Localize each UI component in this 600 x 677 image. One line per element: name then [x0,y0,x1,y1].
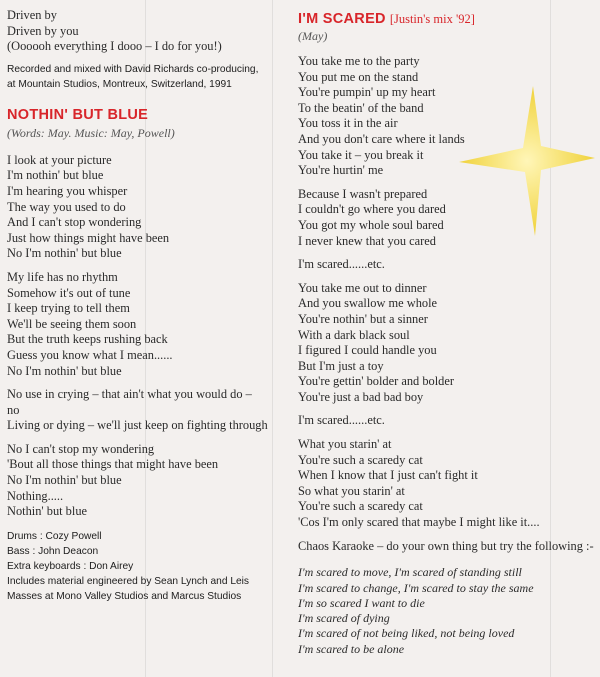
lyric-line: You take me out to dinner [298,280,427,295]
verse [298,257,594,273]
lyric-line: Just how things might have been [7,230,170,245]
lyric-line: You're such a scaredy cat [298,452,423,467]
lyric-line: Driven by [7,8,57,22]
lyric-line: I'm scared......etc. [298,257,385,272]
lyric-line: Somehow it's out of tune [7,285,131,300]
credit-line: Drums : Cozy Powell [7,530,102,542]
song-credits: (Words: May. Music: May, Powell) [7,125,175,140]
lyric-line: You're gettin' bolder and bolder [298,374,454,389]
lyric-line: I'm scared of not being liked, not being loved [298,626,515,641]
lyric-line: You're such a scaredy cat [298,499,423,514]
lyric-line: I'm scared to be alone [298,641,405,656]
lyric-line: I'm nothin' but blue [7,168,104,183]
lyric-line: You take me to the party [298,54,420,68]
song-mix: [Justin's mix '92] [389,12,475,26]
song-title: NOTHIN' BUT BLUE [7,106,149,123]
verse [298,539,594,555]
verse [298,437,594,531]
song-credits: (May) [298,29,328,43]
lyric-line: Nothing..... [7,488,64,503]
intro-lyrics [7,8,275,55]
lyric-line: I couldn't go where you dared [298,202,446,217]
lyric-line: You're nothin' but a sinner [298,311,428,326]
credit-line: Bass : John Deacon [7,545,99,557]
lyric-line: I figured I could handle you [298,343,437,358]
lyric-line: You're hurtin' me [298,163,384,178]
lyric-line: You're pumpin' up my heart [298,85,436,100]
lyric-line: Driven by you [7,23,79,38]
lyric-line: With a dark black soul [298,327,410,342]
verse [298,281,594,406]
lyric-line: You're just a bad bad boy [298,389,424,404]
song-heading [298,10,594,28]
lyric-line: Guess you know what I mean...... [7,347,173,362]
lyric-line: Nothin' but blue [7,504,88,519]
lyric-line: What you starin' at [298,437,392,452]
lyric-line: And I can't stop wondering [7,215,142,230]
lyric-line: I'm scared to move, I'm scared of standing still [298,565,522,580]
lyric-line: You put me on the stand [298,69,419,84]
lyric-line: You take it – you break it [298,147,424,162]
lyric-line: I'm so scared I want to die [298,595,425,610]
lyric-line: 'Cos I'm only scared that maybe I might like it.... [298,515,540,530]
lyric-line: I'm hearing you whisper [7,183,128,198]
lyric-line: You got my whole soul bared [298,217,444,232]
verse [298,54,594,179]
lyric-line: My life has no rhythm [7,269,118,284]
recording-credits [7,62,275,92]
lyric-line: I never knew that you cared [298,233,436,248]
lyric-line: Chaos Karaoke – do your own thing but try the following :- [298,538,594,553]
lyric-line: And you don't care where it lands [298,131,465,146]
lyric-line: 'Bout all those things that might have been [7,457,219,472]
lyric-line: no [7,402,20,417]
karaoke-lines [298,565,594,657]
verse [7,270,275,379]
lyric-line: You toss it in the air [298,116,398,131]
credit-line: Extra keyboards : Don Airey [7,560,134,572]
lyric-line: No I'm nothin' but blue [7,246,122,261]
lyric-line: (Oooooh everything I dooo – I do for you!) [7,39,222,54]
lyric-line: When I know that I just can't fight it [298,468,478,483]
credit-line: at Mountain Studios, Montreux, Switzerland, 1991 [7,78,232,90]
lyric-line: No use in crying – that ain't what you would do – [7,387,252,402]
credit-line: Masses at Mono Valley Studios and Marcus Studios [7,590,242,602]
lyric-line: I look at your picture [7,152,112,167]
verse [7,442,275,520]
lyric-line: I'm scared of dying [298,611,390,626]
left-column [7,0,275,604]
verse [298,187,594,249]
lyric-line: But I'm just a toy [298,358,384,373]
lyric-line: And you swallow me whole [298,296,438,311]
personnel-credits [7,529,275,604]
lyric-line: No I'm nothin' but blue [7,473,122,488]
right-column [298,0,594,657]
lyric-line: I keep trying to tell them [7,301,130,316]
credit-line: Includes material engineered by Sean Lynch and Leis [7,575,250,587]
lyric-line: No I can't stop my wondering [7,441,155,456]
lyric-line: We'll be seeing them soon [7,316,137,331]
lyric-line: I'm scared to change, I'm scared to stay the same [298,580,534,595]
song-title: I'M SCARED [298,11,386,27]
lyric-line: I'm scared......etc. [298,413,385,428]
verse [298,413,594,429]
lyric-line: Because I wasn't prepared [298,186,428,201]
lyric-line: To the beatin' of the band [298,100,424,115]
credit-line: Recorded and mixed with David Richards co-producing, [7,63,259,75]
lyric-line: The way you used to do [7,199,126,214]
verse [7,153,275,262]
lyric-line: Living or dying – we'll just keep on fighting through [7,418,268,433]
verse [7,387,275,434]
lyric-line: So what you starin' at [298,483,405,498]
lyric-line: No I'm nothin' but blue [7,363,122,378]
lyric-line: But the truth keeps rushing back [7,332,168,347]
